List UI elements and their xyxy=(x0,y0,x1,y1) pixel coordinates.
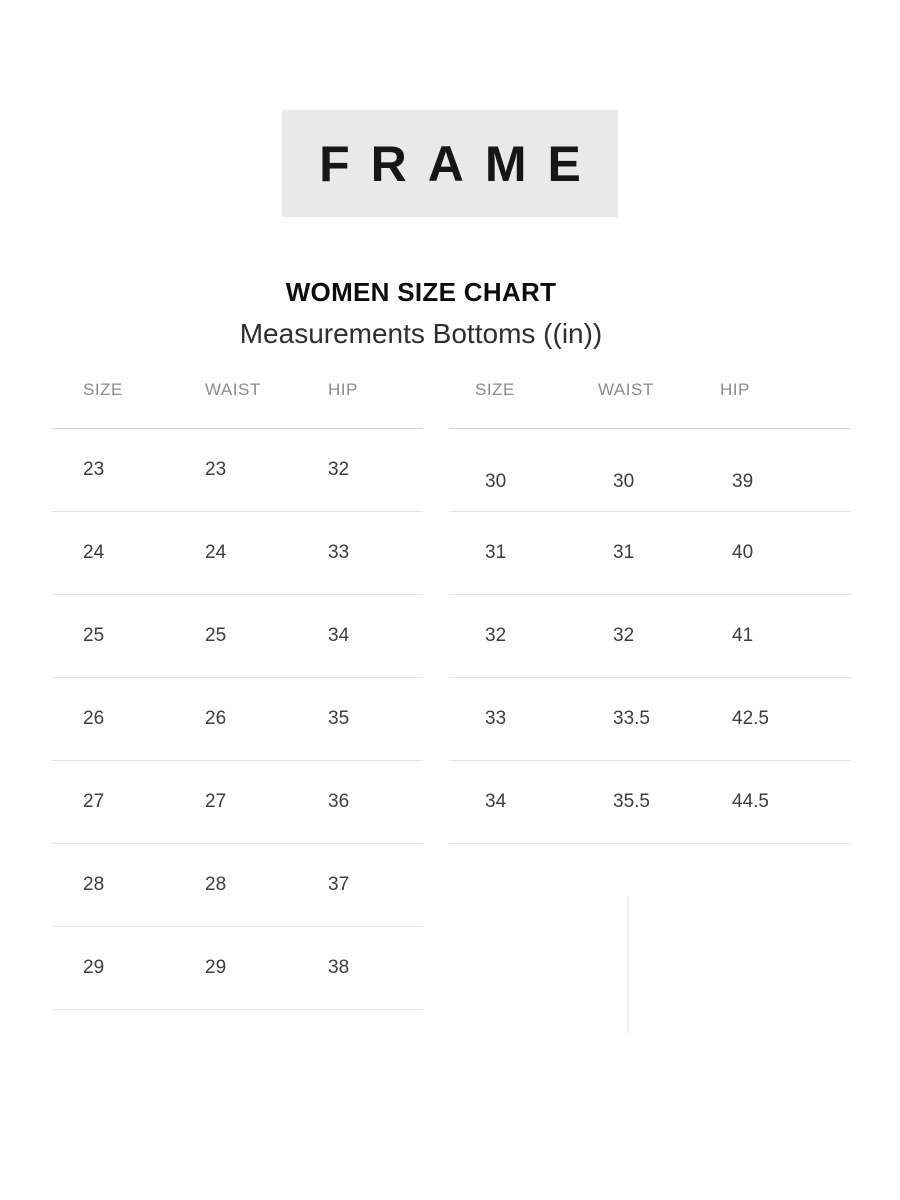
table-row xyxy=(449,429,851,512)
table-cell: 28 xyxy=(205,874,227,895)
table-cell: 24 xyxy=(83,542,105,563)
table-cell: 30 xyxy=(485,470,507,492)
table-cell: 26 xyxy=(83,708,105,729)
heading-block xyxy=(0,277,842,352)
table-cell: 41 xyxy=(732,625,754,646)
table-cell: 31 xyxy=(485,542,507,563)
table-cell: 24 xyxy=(205,542,227,563)
page-subtitle: Measurements Bottoms ((in)) xyxy=(239,318,603,349)
column-header: SIZE xyxy=(83,380,123,399)
table-cell: 36 xyxy=(328,791,350,812)
column-header: WAIST xyxy=(205,380,261,399)
table-cell: 37 xyxy=(328,874,350,895)
table-cell: 40 xyxy=(732,542,754,563)
table-cell: 28 xyxy=(83,874,105,895)
table-row xyxy=(52,429,423,512)
table-row xyxy=(52,927,423,1010)
table-row xyxy=(449,678,851,761)
table-cell: 39 xyxy=(732,470,754,492)
vertical-divider-line xyxy=(627,896,629,1033)
table-row xyxy=(52,512,423,595)
table-cell: 30 xyxy=(613,470,635,492)
table-cell: 44.5 xyxy=(732,791,769,812)
table-cell: 35.5 xyxy=(613,791,650,812)
table-cell: 33 xyxy=(328,542,350,563)
table-cell: 23 xyxy=(83,459,105,480)
table-cell: 27 xyxy=(205,791,227,812)
table-cell: 29 xyxy=(205,957,227,978)
brand-logo xyxy=(282,110,618,217)
table-cell: 38 xyxy=(328,957,350,978)
table-cell: 25 xyxy=(83,625,105,646)
table-cell: 29 xyxy=(83,957,105,978)
table-header-row xyxy=(449,372,851,429)
table-cell: 34 xyxy=(485,791,507,812)
table-cell: 33 xyxy=(485,708,507,729)
size-table-right xyxy=(449,372,851,844)
table-cell: 32 xyxy=(613,625,635,646)
table-row xyxy=(52,678,423,761)
column-header: HIP xyxy=(328,380,358,399)
page-title: WOMEN SIZE CHART xyxy=(285,277,557,307)
table-cell: 34 xyxy=(328,625,350,646)
table-row xyxy=(52,761,423,844)
table-cell: 25 xyxy=(205,625,227,646)
table-cell: 27 xyxy=(83,791,105,812)
table-cell: 23 xyxy=(205,459,227,480)
column-header: HIP xyxy=(720,380,750,399)
table-cell: 31 xyxy=(613,542,635,563)
table-row xyxy=(449,512,851,595)
table-row xyxy=(52,595,423,678)
size-table-left xyxy=(52,372,423,1010)
table-cell: 26 xyxy=(205,708,227,729)
table-cell: 35 xyxy=(328,708,350,729)
column-header: SIZE xyxy=(475,380,515,399)
table-row xyxy=(52,844,423,927)
brand-logo-text: FRAME xyxy=(319,135,602,192)
table-row xyxy=(449,595,851,678)
table-cell: 32 xyxy=(328,459,350,480)
table-cell: 42.5 xyxy=(732,708,769,729)
table-body xyxy=(449,429,851,844)
table-row xyxy=(449,761,851,844)
table-cell: 32 xyxy=(485,625,507,646)
table-header-row xyxy=(52,372,423,429)
table-cell: 33.5 xyxy=(613,708,650,729)
table-body xyxy=(52,429,423,1010)
column-header: WAIST xyxy=(598,380,654,399)
